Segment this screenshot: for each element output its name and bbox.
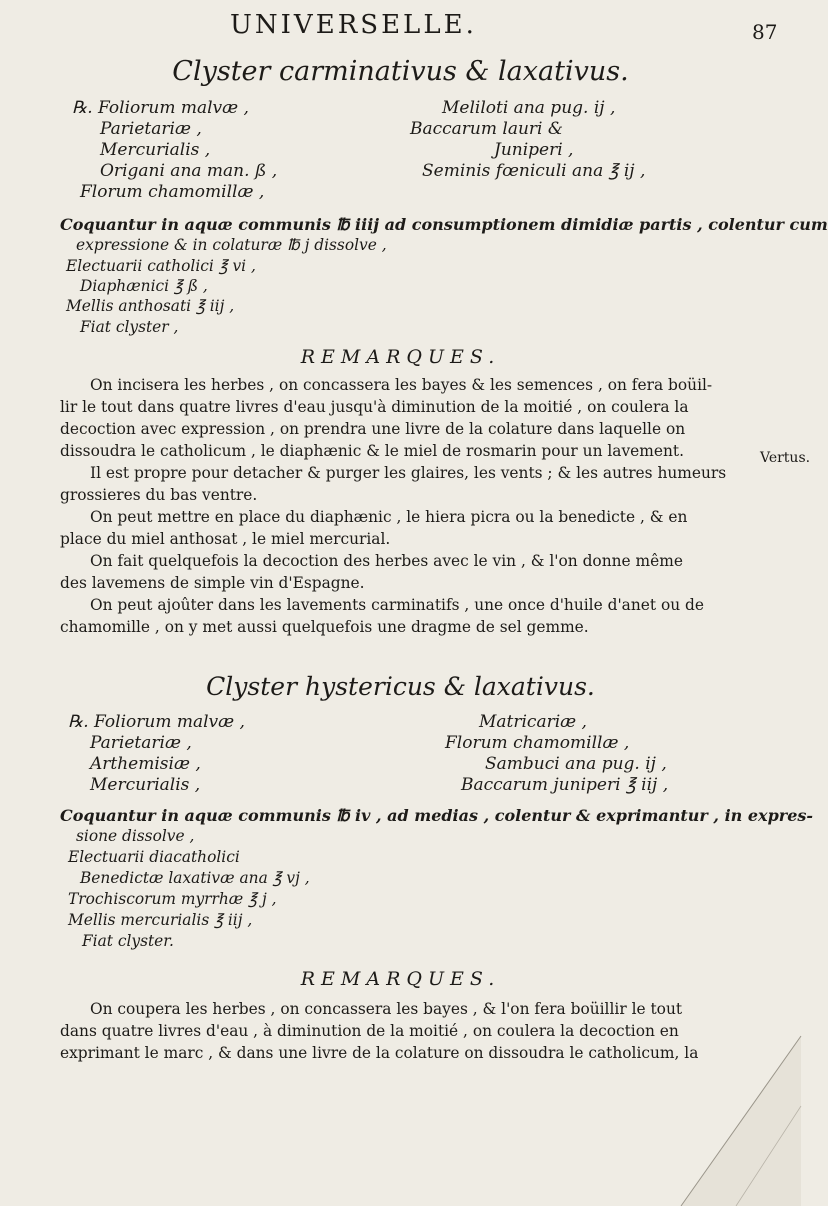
ingredient: Parietariæ , [100, 119, 202, 139]
ingredient-list-left [72, 98, 277, 203]
remark-line: On incisera les herbes , on concassera les bayes & les semences , on fera boüil- [90, 376, 713, 394]
prescription-line: Fiat clyster , [80, 318, 179, 336]
remarks-heading: REMARQUES. [300, 346, 501, 368]
remark-line: exprimant le marc , & dans une livre de la colature on dissoudra le catholicum, la [60, 1044, 699, 1062]
ingredient: Matricariæ , [479, 712, 587, 732]
remark-line: On peut ajoûter dans les lavements carminatifs , une once d'huile d'anet ou de [90, 596, 704, 614]
prescription-line: Trochiscorum myrrhæ ℥ j , [68, 890, 277, 908]
remark-line: des lavemens de simple vin d'Espagne. [60, 574, 365, 592]
remark-line: dans quatre livres d'eau , à diminution de la moitié , on coulera la decoction en [60, 1022, 679, 1040]
prescription-line: Electuarii catholici ℥ vi , [66, 257, 256, 275]
prescription-line: sione dissolve , [76, 827, 195, 845]
ingredient: ℞. Foliorum malvæ , [72, 98, 249, 118]
remark-line: dissoudra le catholicum , le diaphænic & le miel de rosmarin pour un lavement. [60, 442, 684, 460]
page-number: 87 [752, 20, 778, 44]
prescription-line: Coquantur in aquæ communis ℔ iv , ad medias , colentur & exprimantur , in expres- [60, 806, 814, 825]
margin-note: Vertus. [760, 450, 811, 466]
ingredient: Mercurialis , [100, 140, 211, 160]
ingredient: Florum chamomillæ , [80, 182, 265, 202]
ingredient: Mercurialis , [90, 775, 201, 795]
prescription-line: Coquantur in aquæ communis ℔ iiij ad consumptionem dimidiæ partis , colentur cum [60, 215, 828, 234]
ingredient: Baccarum lauri & [410, 119, 564, 139]
ingredient: Florum chamomillæ , [445, 733, 630, 753]
section-title: Clyster carminativus & laxativus. [172, 56, 629, 87]
remark-line: On fait quelquefois la decoction des herbes avec le vin , & l'on donne même [90, 552, 683, 570]
ingredient: ℞. Foliorum malvæ , [68, 712, 245, 732]
remarks-heading: REMARQUES. [300, 968, 501, 990]
remark-line: Il est propre pour detacher & purger les glaires, les vents ; & les autres humeurs [90, 464, 727, 482]
ingredient: Meliloti ana pug. ij , [442, 98, 616, 118]
running-title: UNIVERSELLE. [230, 10, 477, 40]
ingredient: Juniperi , [494, 140, 574, 160]
ingredient: Parietariæ , [90, 733, 192, 753]
ingredient: Origani ana man. ß , [100, 161, 278, 181]
ingredient: Sambuci ana pug. ij , [485, 754, 667, 774]
prescription-line: expressione & in colaturæ ℔ j dissolve , [76, 236, 387, 254]
remark-line: On peut mettre en place du diaphænic , le hiera picra ou la benedicte , & en [90, 508, 688, 526]
remark-line: On coupera les herbes , on concassera les bayes , & l'on fera boüillir le tout [90, 1000, 683, 1018]
prescription-line: Benedictæ laxativæ ana ℥ vj , [80, 869, 310, 887]
remark-line: grossieres du bas ventre. [60, 486, 258, 504]
remark-line: chamomille , on y met aussi quelquefois une dragme de sel gemme. [60, 618, 589, 636]
ingredient: Seminis fœniculi ana ℥ ij , [422, 161, 646, 181]
prescription-line: Diaphænici ℥ ß , [80, 277, 208, 295]
page-corner-fold [661, 1016, 801, 1206]
ingredient: Baccarum juniperi ℥ iij , [461, 775, 669, 795]
remark-line: place du miel anthosat , le miel mercurial. [60, 530, 391, 548]
ingredient: Arthemisiæ , [90, 754, 201, 774]
remark-line: decoction avec expression , on prendra une livre de la colature dans laquelle on [60, 420, 686, 438]
running-head [0, 6, 801, 46]
prescription-line: Electuarii diacatholici [68, 848, 240, 866]
remark-line: lir le tout dans quatre livres d'eau jusqu'à diminution de la moitié , on coulera la [60, 398, 689, 416]
prescription-line: Fiat clyster. [82, 932, 174, 950]
prescription-line: Mellis anthosati ℥ iij , [66, 297, 235, 315]
prescription-line: Mellis mercurialis ℥ iij , [68, 911, 253, 929]
ingredient-list-right [410, 98, 645, 182]
section-title: Clyster hystericus & laxativus. [206, 672, 595, 701]
ingredient-list-left [68, 712, 245, 796]
ingredient-list-right [445, 712, 668, 796]
